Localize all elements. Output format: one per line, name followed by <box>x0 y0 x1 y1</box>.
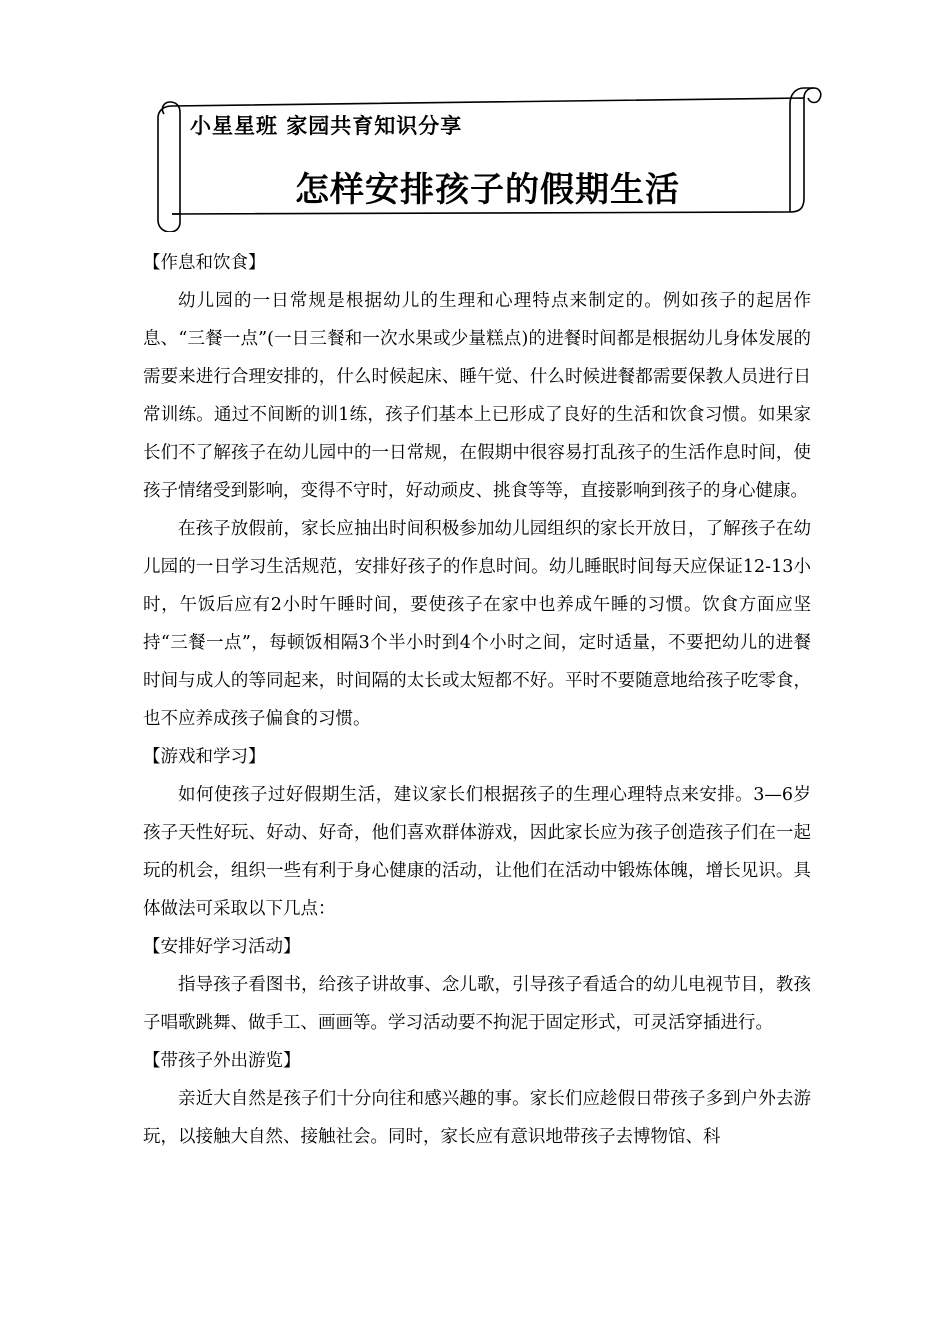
section-outings <box>143 1042 811 1156</box>
paragraph: 如何使孩子过好假期生活，建议家长们根据孩子的生理心理特点来安排。3—6岁孩子天性好玩、好动、好奇，他们喜欢群体游戏，因此家长应为孩子创造孩子们在一起玩的机会，组织一些有利于身心健康的活动，让他们在活动中锻炼体魄，增长见识。具体做法可采取以下几点： <box>143 785 811 919</box>
banner-title: 怎样安排孩子的假期生活 <box>295 170 680 210</box>
section-heading: 【游戏和学习】 <box>143 747 266 767</box>
section-schedule-diet <box>143 244 811 738</box>
section-heading: 【安排好学习活动】 <box>143 937 301 957</box>
banner-subtitle: 小星星班 家园共育知识分享 <box>190 114 463 138</box>
paragraph: 指导孩子看图书，给孩子讲故事、念儿歌，引导孩子看适合的幼儿电视节目，教孩子唱歌跳舞、做手工、画画等。学习活动要不拘泥于固定形式，可灵活穿插进行。 <box>143 975 811 1033</box>
section-play-learning <box>143 738 811 928</box>
section-heading: 【作息和饮食】 <box>143 253 266 273</box>
paragraph: 亲近大自然是孩子们十分向往和感兴趣的事。家长们应趁假日带孩子多到户外去游玩，以接触大自然、接触社会。同时，家长应有意识地带孩子去博物馆、科 <box>143 1089 811 1147</box>
section-learning-activities <box>143 928 811 1042</box>
section-heading: 【带孩子外出游览】 <box>143 1051 301 1071</box>
paragraph: 幼儿园的一日常规是根据幼儿的生理和心理特点来制定的。例如孩子的起居作息、“三餐一点”(一日三餐和一次水果或少量糕点)的进餐时间都是根据幼儿身体发展的需要来进行合理安排的，什么时候起床、睡午觉、什么时候进餐都需要保教人员进行日常训练。通过不间断的训1练，孩子们基本上已形成了良好的生活和饮食习惯。如果家长们不了解孩子在幼儿园中的一日常规，在假期中很容易打乱孩子的生活作息时间，使孩子情绪受到影响，变得不守时，好动顽皮、挑食等等，直接影响到孩子的身心健康。 <box>143 291 811 501</box>
document-body <box>143 244 811 1156</box>
scroll-banner <box>150 84 825 232</box>
paragraph: 在孩子放假前，家长应抽出时间积极参加幼儿园组织的家长开放日，了解孩子在幼儿园的一日学习生活规范，安排好孩子的作息时间。幼儿睡眠时间每天应保证12-13小时，午饭后应有2小时午睡时间，要使孩子在家中也养成午睡的习惯。饮食方面应坚持“三餐一点”，每顿饭相隔3个半小时到4个小时之间，定时适量，不要把幼儿的进餐时间与成人的等同起来，时间隔的太长或太短都不好。平时不要随意地给孩子吃零食，也不应养成孩子偏食的习惯。 <box>143 519 811 729</box>
